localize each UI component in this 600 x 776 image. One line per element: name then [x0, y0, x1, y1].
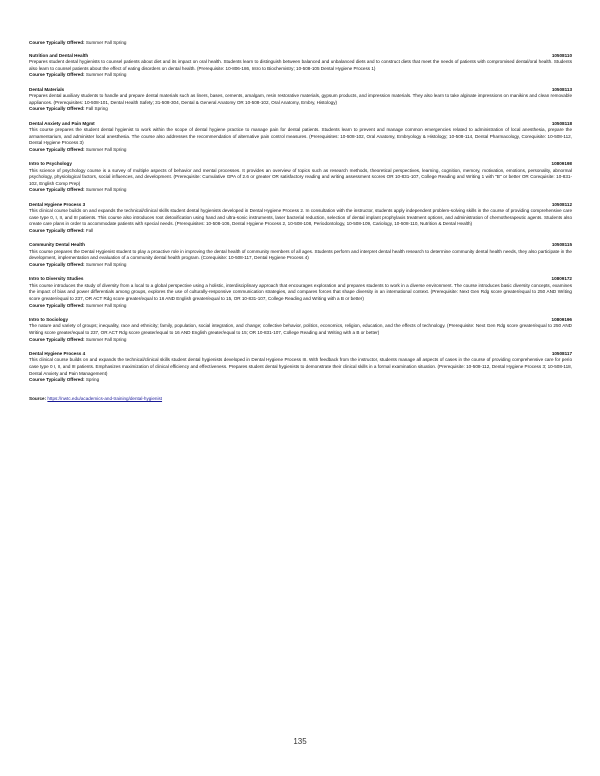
course-entry — [29, 161, 572, 194]
course-entry — [29, 121, 572, 154]
course-title: Dental Hygiene Process 3 — [29, 201, 86, 207]
offered-value: Summer Fall Spring — [85, 72, 127, 78]
course-header — [29, 53, 572, 60]
course-entry — [29, 202, 572, 235]
course-offered — [29, 72, 572, 79]
offered-label: Course Typically Offered: — [29, 302, 85, 308]
source-line — [29, 396, 572, 403]
offered-label: Course Typically Offered: — [29, 72, 85, 78]
offered-label: Course Typically Offered: — [29, 228, 85, 234]
course-header — [29, 351, 572, 358]
course-code: 10809172 — [551, 276, 572, 282]
course-list — [29, 53, 572, 384]
course-code: 10809196 — [551, 316, 572, 322]
course-description: This science of psychology course is a survey of multiple aspects of behavior and mental processes. It provides an overview of topics such as research methods, theoretical perspectives, learning, cognition, memory, motivation, emotions, personality, abnormal psychology, physiological factors, social influences, and development. (Prerequisite: Cumulative GPA of 2.6 or greater OR satisfactory reading and writing assessment scores OR 10-831-107, College Reading and Writing 1 with "B" or better OR Corequisite: 10-831-102, English Comp Prep) — [29, 167, 572, 186]
offered-label: Course Typically Offered: — [29, 106, 85, 112]
offered-value: Spring — [85, 377, 100, 383]
course-entry — [29, 242, 572, 268]
course-offered — [29, 228, 572, 235]
offered-label: Course Typically Offered: — [29, 336, 85, 342]
course-description: This course introduces the study of diversity from a local to a global perspective using a holistic, interdisciplinary approach that encourages exploration and prepares students to work in a diverse environment. The course introduces basic diversity concepts, examines the impact of bias and power differentials among groups, explores the use of culturally-responsive communication strategies, and compares forces that shape diversity in an international context. (Prerequisite: Next Gen Rdg score greater/equal to 250 AND Writing score greater/equal to 237, OR ACT Rdg score greater/equal to 16 AND English greater/equal to 15, OR 10-831-107, College Reading and Writing with a B or better) — [29, 282, 572, 301]
offered-label: Course Typically Offered: — [29, 262, 85, 267]
course-description: This course prepares the Dental Hygienist student to play a proactive role in improving the dental health of community members of all ages. Students perform and interpret dental health research to determine community dental health needs, they also participate in the development, implementation and evaluation of a community dental health program. (Corequisite: 10-508-117, Dental Hygiene Process 4) — [29, 248, 572, 261]
course-offered — [29, 303, 572, 310]
source-label: Source: — [29, 395, 47, 401]
course-description: This clinical course builds on and expands the technical/clinical skills student dental hygienists developed in Dental Hygiene Process 2. In consultation with the instructor, students apply independent problem-solving skills in the course of providing comprehensive care case type 0, I, II, and III patients. This course also introduces root detoxification using hand and ultra-sonic instruments, laser bacterial reduction, selection of dental implant prophylaxis treatment options, and administration of chemotherapeutic agents. Students also create care plans in order to accommodate patients with special needs. (Prerequisites: 10-508-106, Dental Hygiene Process 2, 10-508-108, Periodontology, 10-508-109, Cariology, 10-508-110, Nutrition & Dental Health) — [29, 208, 572, 227]
offered-value: Summer Fall Spring — [85, 302, 127, 308]
offered-label: Course Typically Offered: — [29, 187, 85, 193]
course-description: Prepares dental auxiliary students to handle and prepare dental materials such as liners, bases, cements, amalgam, resin restorative materials, gypsum products, and impression materials. They also learn to take alginate impressions on manikins and clean removable appliances. (Prerequisites: 10-508-101, Dental Health Safety; 31-508-304, Dental & General Anatomy OR 10-508-102, Oral Anatomy, Embry, Histology) — [29, 93, 572, 105]
course-title: Intro to Psychology — [29, 161, 72, 167]
course-entry — [29, 53, 572, 79]
offered-label: Course Typically Offered: — [29, 40, 85, 45]
course-code: 10508117 — [551, 350, 572, 356]
course-code: 10809198 — [551, 161, 572, 167]
document-body — [29, 40, 572, 402]
course-header — [29, 87, 572, 94]
source-link[interactable]: https://nwtc.edu/academics-and-training/dental-hygienist — [47, 395, 163, 401]
offered-value: Summer Fall Spring — [85, 40, 127, 45]
course-title: Dental Anxiety and Pain Mgmt — [29, 120, 95, 126]
course-header — [29, 276, 572, 283]
course-entry — [29, 87, 572, 113]
offered-label: Course Typically Offered: — [29, 377, 85, 383]
course-header — [29, 121, 572, 128]
course-title: Dental Materials — [29, 86, 65, 92]
course-title: Dental Hygiene Process 4 — [29, 350, 86, 356]
offered-value: Summer Fall Spring — [85, 336, 127, 342]
offered-value: Summer Fall Spring — [85, 187, 127, 193]
course-offered — [29, 147, 572, 154]
course-header — [29, 161, 572, 168]
course-entry — [29, 276, 572, 309]
course-offered — [29, 262, 572, 269]
course-offered — [29, 337, 572, 344]
course-code: 10508110 — [551, 52, 572, 58]
course-title: Nutrition and Dental Health — [29, 52, 89, 58]
course-entry — [29, 317, 572, 343]
course-header — [29, 242, 572, 249]
course-description: Prepares student dental hygienists to counsel patients about diet and its impact on oral health. Students learn to distinguish between balanced and unbalanced diets and to construct diets that meet the needs of patients with compromised dental/oral health. Students also learn to counsel patients about the effect of eating disorders on dental health. (Prerequisite: 10-806-186, Intro to Biochemistry; 10-508-105 Dental Hygiene Process 1) — [29, 59, 572, 71]
course-code: 10508112 — [551, 201, 572, 207]
offered-value: Fall — [85, 228, 94, 234]
course-title: Intro to Sociology — [29, 316, 69, 322]
course-header — [29, 202, 572, 209]
course-title: Intro to Diversity Studies — [29, 276, 84, 282]
course-description: This clinical course builds on and expands the technical/clinical skills student dental hygienists developed in Dental Hygiene Process III. With feedback from the instructor, students manage all aspects of cases in the course of providing comprehensive care for perio case type 0 I, II, and III patients. Emphasizes maximization of clinical efficiency and effectiveness. Prepares student dental hygienists to demonstrate their clinical skills in a formal examination situation. (Prerequisite: 10-508-112, Dental Hygiene Process 3; 10-508-118, Dental Anxiety and Pain Management) — [29, 357, 572, 376]
course-title: Community Dental Health — [29, 242, 85, 248]
course-description: The nature and variety of groups; inequality, race and ethnicity; family, population, social integration, and change; collective behavior, politics, economics, religion, education, and the effects of technology. (Prerequisite: Next Gen Rdg score greater/equal to 250 AND Writing score greater/equal to 237, OR ACT Rdg score greater/equal to 16 AND English greater/equal to 15; OR 10-831-107, College Reading and Writing with a B or better) — [29, 323, 572, 335]
course-offered — [29, 377, 572, 384]
course-code: 10508113 — [551, 86, 572, 92]
top-offered-line — [29, 40, 572, 47]
offered-value: Fall Spring — [85, 106, 108, 112]
course-code: 10508115 — [551, 242, 572, 248]
course-description: This course prepares the student dental hygienist to work within the scope of dental hygiene practice to manage pain for dental patients. Students learn to prevent and manage common emergencies related to administration of local anesthesia, prepare the armamentarium, and administer local anesthesia. The course also addresses the recommendation of alternative pain control measures. (Prerequisites: 10-508-102, Oral Anatomy, Embryology & Histology; 10-508-114, Dental Pharmacology, Corequisite: 10-508-112, Dental Hygiene Process 3) — [29, 127, 572, 146]
course-offered — [29, 187, 572, 194]
course-header — [29, 317, 572, 324]
page-number: 135 — [293, 737, 307, 746]
course-entry — [29, 351, 572, 384]
offered-value: Summer Fall Spring — [85, 262, 127, 267]
course-offered — [29, 106, 572, 113]
course-code: 10508118 — [551, 120, 572, 126]
offered-label: Course Typically Offered: — [29, 146, 85, 152]
offered-value: Summer Fall Spring — [85, 146, 127, 152]
